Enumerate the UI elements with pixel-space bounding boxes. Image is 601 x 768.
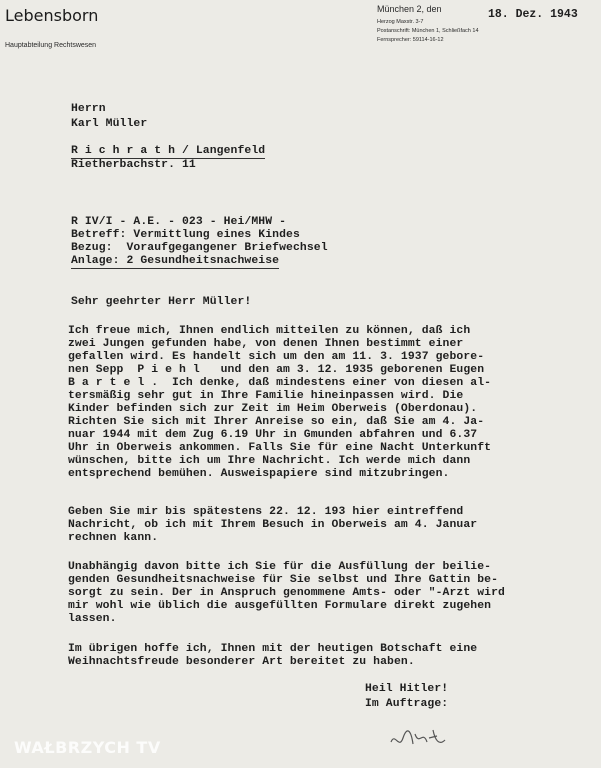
regarding-line [71,242,328,255]
recipient-salutation: Herrn [71,103,106,115]
paragraph-1-line: zwei Jungen gefunden habe, von denen Ihnen bestimmt einer [68,338,464,350]
paragraph-1-line: gefallen wird. Es handelt sich um den am 11. 3. 1937 gebore- [68,351,485,363]
subject-value: Vermittlung eines Kindes [133,229,300,241]
paragraph-1-line: B a r t e l . Ich denke, daß mindestens einer von diesen al- [68,377,492,389]
enclosure-label: Anlage: [71,255,120,267]
letter-date: 18. Dez. 1943 [488,8,578,21]
paragraph-4-line: Im übrigen hoffe ich, Ihnen mit der heutigen Botschaft eine [68,643,478,655]
paragraph-1-line: Ich freue mich, Ihnen endlich mitteilen zu können, daß ich [68,325,471,337]
paragraph-3-line: genden Gesundheitsnachweise für Sie selbst und Ihre Gattin be- [68,574,499,586]
paragraph-3-line: Unabhängig davon bitte ich Sie für die Ausfüllung der beilie- [68,561,492,573]
file-reference: R IV/I - A.E. - 023 - Hei/MHW - [71,216,287,228]
paragraph-2-line: rechnen kann. [68,532,159,544]
address-line-3: Fernsprecher: 59114-16-12 [377,37,444,43]
paragraph-2-line: Geben Sie mir bis spätestens 22. 12. 193 hier eintreffend [68,506,464,518]
regarding-label: Bezug: [71,242,113,254]
watermark-text: WAŁBRZYCH TV [14,738,161,757]
paragraph-1-line: entsprechend bemühen. Ausweispapiere sind mitzubringen. [68,468,450,480]
address-line-1: Herzog Maxstr. 3-7 [377,19,424,25]
address-line-2: Postanschrift: München 1, Schließfach 14 [377,28,479,34]
paragraph-3-line: mir wohl wie üblich die ausgefüllten Formulare direkt zugehen [68,600,492,612]
recipient-town: R i c h r a t h / Langenfeld [71,145,266,157]
paragraph-1-line: Richten Sie sich mit Ihrer Anreise so ein, daß Sie am 4. Ja- [68,416,485,428]
recipient-name: Karl Müller [71,118,148,130]
paragraph-1-line: nuar 1944 mit dem Zug 6.19 Uhr in Gmunden abfahren und 6.37 [68,429,478,441]
organization-logo-text: Lebensborn [5,6,99,25]
regarding-value: Voraufgegangener Briefwechsel [126,242,328,254]
recipient-street: Rietherbachstr. 11 [71,159,196,171]
department-name: Hauptabteilung Rechtswesen [5,42,97,49]
enclosure-value: 2 Gesundheitsnachweise [126,255,280,267]
paragraph-1-line: Kinder befinden sich zur Zeit im Heim Oberweis (Oberdonau). [68,403,478,415]
greeting: Sehr geehrter Herr Müller! [71,296,252,308]
closing-salute: Heil Hitler! [365,683,449,695]
subject-line [71,229,300,242]
subject-label: Betreff: [71,229,127,241]
paragraph-1-line: wünschen, bitte ich um Ihre Nachricht. Ich werde mich dann [68,455,471,467]
closing-on-behalf: Im Auftrage: [365,698,449,710]
handwritten-signature [385,720,455,758]
paragraph-1-line: nen Sepp P i e h l und den am 3. 12. 1935 geborenen Eugen [68,364,485,376]
paragraph-1-line: tersmäßig sehr gut in Ihre Familie hineinpassen wird. Die [68,390,464,402]
paragraph-3-line: sorgt zu sein. Der in Anspruch genommene Amts- oder "-Arzt wird [68,587,505,599]
city-line: München 2, den [377,4,442,14]
paragraph-4-line: Weihnachtsfreude besonderer Art bereitet zu haben. [68,656,415,668]
paragraph-3-line: lassen. [68,613,117,625]
paragraph-2-line: Nachricht, ob ich mit Ihrem Besuch in Oberweis am 4. Januar [68,519,478,531]
paragraph-1-line: Uhr in Oberweis ankommen. Falls Sie für eine Nacht Unterkunft [68,442,492,454]
enclosure-line [71,255,279,269]
